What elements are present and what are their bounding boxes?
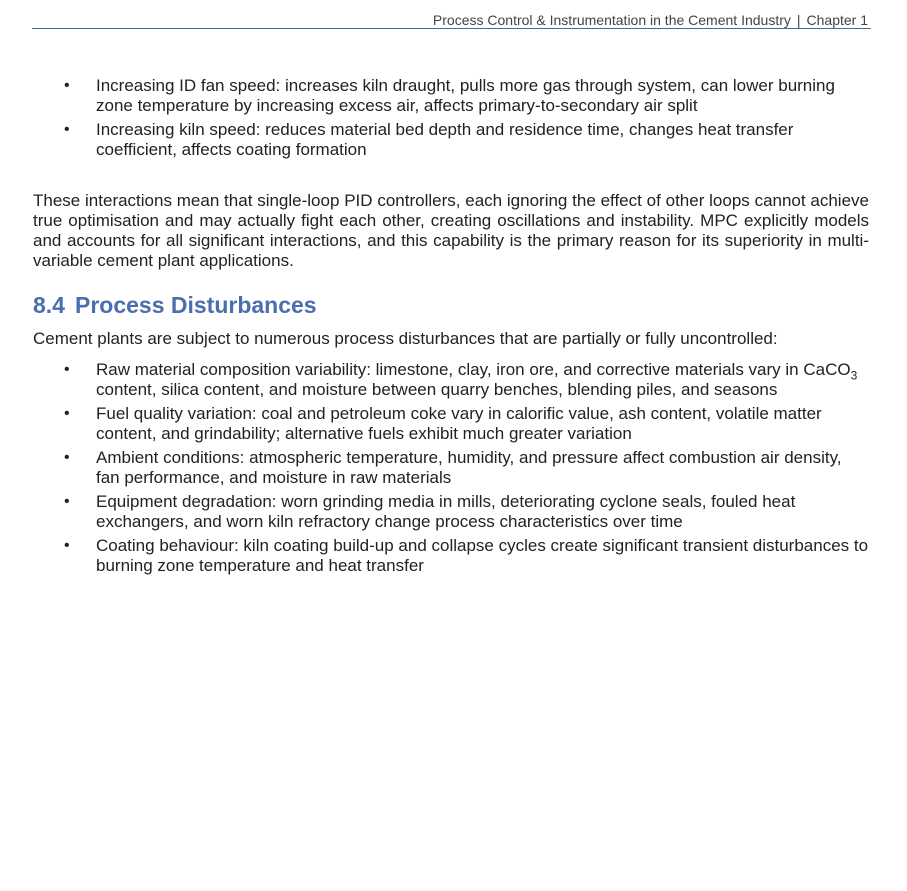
bullet-glyph: • (64, 405, 70, 422)
section-intro: Cement plants are subject to numerous process disturbances that are partially or fully uncontrolled: (33, 329, 778, 348)
body-paragraph: These interactions mean that single-loop PID controllers, each ignoring the effect of other loops cannot achieve true optimisation and may actually fight each other, creating oscillations and instability. MPC explicitly models and accounts for all significant interactions, and this capability is the primary reason for its superiority in multi-variable cement plant applications. (33, 191, 869, 270)
bullet-glyph: • (64, 121, 70, 138)
interaction-bullet-list (33, 76, 869, 164)
bullet-text: Equipment degradation: worn grinding media in mills, deteriorating cyclone seals, fouled heat exchangers, and worn kiln refractory change process characteristics over time (96, 492, 796, 531)
bullet-text (96, 360, 857, 399)
bullet-glyph: • (64, 537, 70, 554)
section-title: Process Disturbances (74, 292, 317, 318)
chapter-label: Chapter 1 (806, 12, 868, 28)
bullet-text: Coating behaviour: kiln coating build-up and collapse cycles create significant transient disturbances to burning zone temperature and heat transfer (96, 536, 869, 575)
bullet-glyph: • (64, 449, 70, 466)
list-item (33, 492, 869, 532)
raw-material-text-end: content, silica content, and moisture between quarry benches, blending piles, and seasons (96, 380, 778, 399)
disturbance-bullet-list (33, 360, 869, 580)
bullet-text: Increasing ID fan speed: increases kiln draught, pulls more gas through system, can lower burning zone temperature by increasing excess air, affects primary-to-secondary air split (96, 76, 835, 115)
bullet-glyph: • (64, 361, 70, 378)
list-item (33, 360, 869, 400)
section-heading (33, 291, 317, 319)
bullet-text: Ambient conditions: atmospheric temperature, humidity, and pressure affect combustion air density, fan performance, and moisture in raw materials (96, 448, 842, 487)
bullet-glyph: • (64, 493, 70, 510)
list-item (33, 448, 869, 488)
section-number: 8.4 (33, 292, 65, 318)
bullet-text: Increasing kiln speed: reduces material bed depth and residence time, changes heat transfer coefficient, affects coating formation (96, 120, 794, 159)
bullet-glyph: • (64, 77, 70, 94)
list-item (33, 404, 869, 444)
raw-material-text: Raw material composition variability: limestone, clay, iron ore, and corrective materials vary in CaCO (96, 360, 851, 379)
book-title: Process Control & Instrumentation in the Cement Industry (432, 12, 791, 28)
subscript-three: 3 (850, 368, 858, 383)
header-separator: | (796, 12, 801, 28)
list-item (33, 536, 869, 576)
list-item (33, 120, 869, 160)
bullet-text: Fuel quality variation: coal and petroleum coke vary in calorific value, ash content, volatile matter content, and grindability; alternative fuels exhibit much greater variation (96, 404, 822, 443)
list-item (33, 76, 869, 116)
running-header (32, 11, 871, 29)
